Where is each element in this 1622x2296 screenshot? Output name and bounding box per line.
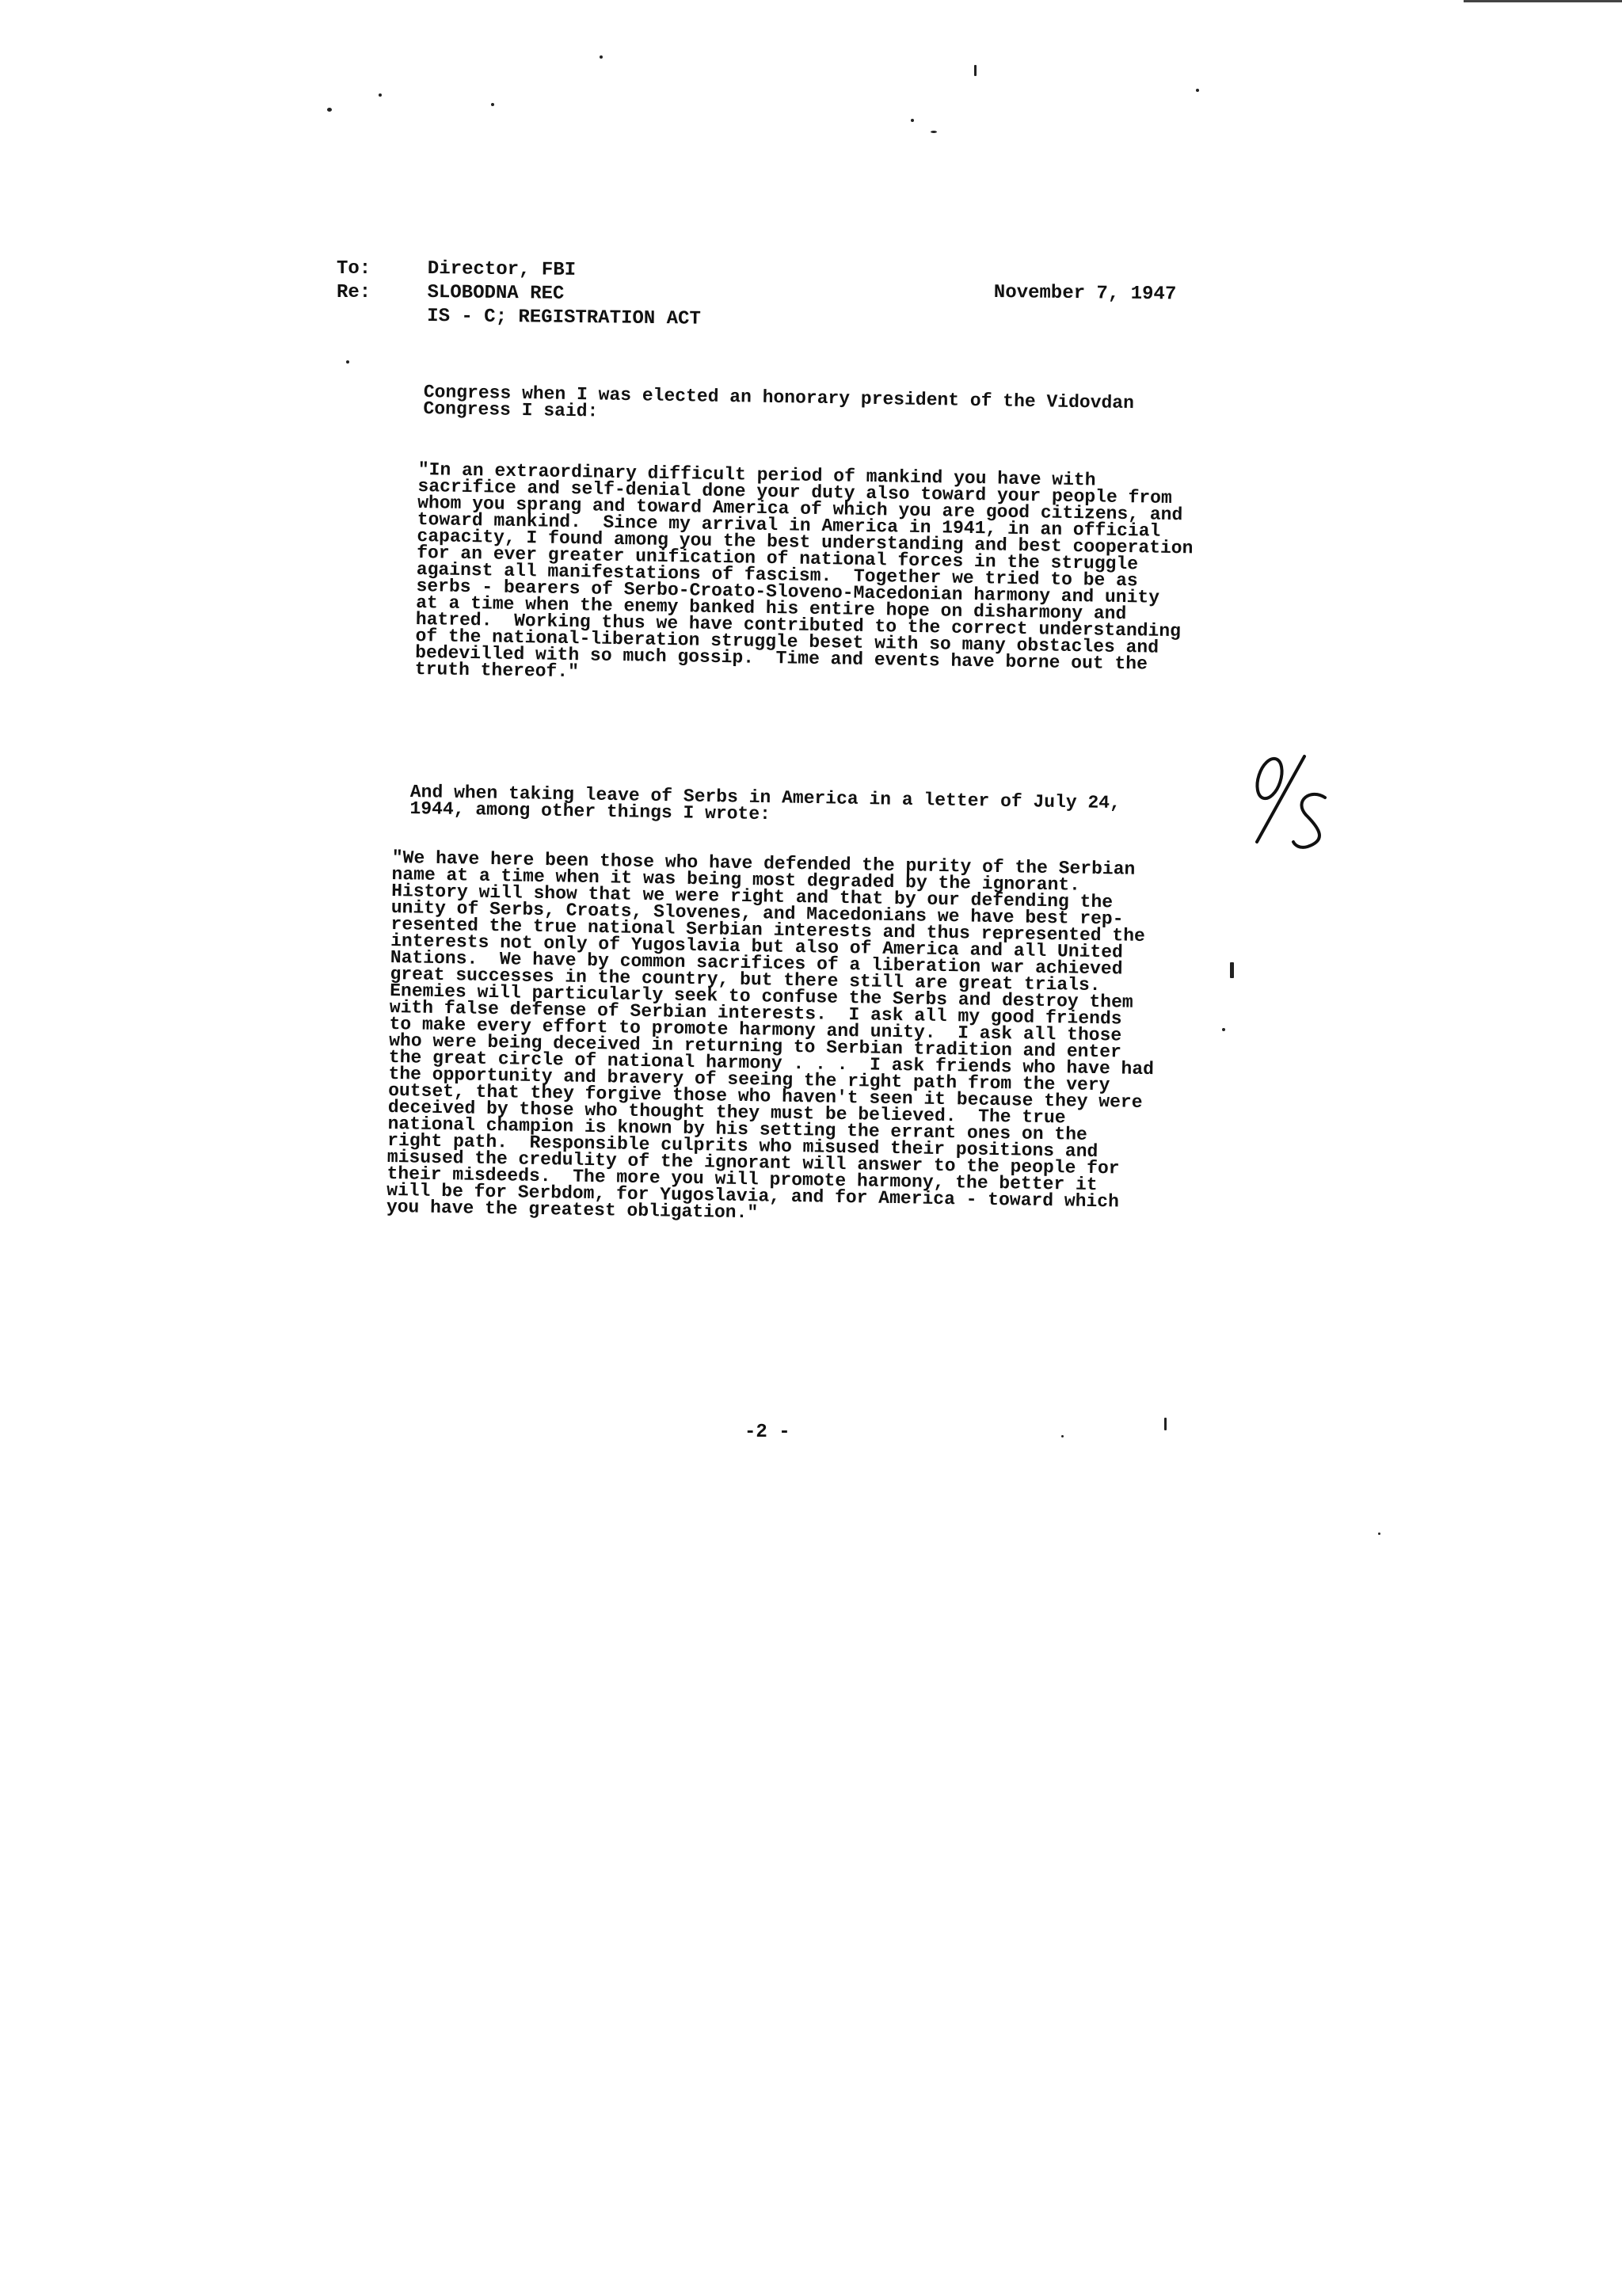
lead-paragraph-2: And when taking leave of Serbs in America in a letter of July 24, 1944, among other things I wrote: (409, 782, 1121, 825)
scan-speck (1378, 1533, 1380, 1535)
scan-speck (346, 360, 349, 364)
memo-header-values (427, 257, 702, 332)
scan-speck (1196, 89, 1199, 92)
handwritten-os-mark (1247, 748, 1342, 851)
intro-paragraph: Congress when I was elected an honorary president of the Vidovdan Congress I said: (423, 382, 1135, 422)
recipient: Director, FBI (427, 257, 577, 281)
scan-speck (974, 65, 977, 76)
scan-speck (1164, 1418, 1167, 1430)
scan-speck (931, 131, 937, 133)
scan-speck (600, 55, 603, 59)
to-label: To: (337, 258, 371, 280)
subject-line-2: IS - C; REGISTRATION ACT (427, 305, 701, 330)
scan-speck (327, 108, 332, 112)
scan-speck (379, 93, 382, 97)
subject-line-1: SLOBODNA REC (427, 281, 565, 305)
memo-date: November 7, 1947 (993, 282, 1177, 306)
top-edge-line (1464, 0, 1622, 2)
scan-speck (491, 103, 494, 106)
scan-speck (1061, 1435, 1064, 1437)
quote-paragraph-2: "We have here been those who have defended the purity of the Serbian name at a time when it was being most degraded by the ignorant. History will show that we were right and that by our defending the unity of Serbs, Croats, Slovenes, and Macedonians we have best rep- resented the true national Serbian interests and thus represented the interests not only of Yugoslavia but also of America and all United Nations. We have by common sacrifices of a liberation war achieved great successes in the country, but there still are great trials. Enemies will particularly seek to confuse the Serbs and destroy them with false defense of Serbian interests. I ask all my good friends to make every effort to promote harmony and unity. I ask all those who were being deceived in returning to Serbian tradition and enter the great circle of national harmony . . . I ask friends who have had the opportunity and bravery of seeing the right path from the very outset, that they forgive those who haven't seen it because they were deceived by those who thought they must be believed. The true national champion is known by his setting the errant ones on the right path. Responsible culprits who misused their positions and misused the credulity of the ignorant will answer to the people for their misdeeds. The more you will promote harmony, the better it will be for Serbdom, for Yugoslavia, and for America - toward which you have the greatest obligation." (386, 847, 1155, 1224)
page-number: -2 - (744, 1422, 790, 1443)
memo-header-labels (337, 257, 371, 305)
scan-speck (911, 119, 914, 122)
re-label: Re: (337, 282, 371, 303)
quote-paragraph-1: "In an extraordinary difficult period of mankind you have with sacrifice and self-denial done your duty also toward your people from whom you sprang and toward America of which you are good citizens, and toward mankind. Since my arrival in America in 1941, in an official capacity, I found among you the best understanding and best cooperation for an ever greater unification of national forces in the struggle against all manifestations of fascism. Together we tried to be as serbs - bearers of Serbo-Croato-Sloveno-Macedonian harmony and unity at a time when the enemy banked his entire hope on disharmony and hatred. Working thus we have contributed to the correct understanding of the national-liberation struggle beset with so many obstacles and bedevilled with so much gossip. Time and events have borne out the truth thereof." (414, 459, 1194, 683)
